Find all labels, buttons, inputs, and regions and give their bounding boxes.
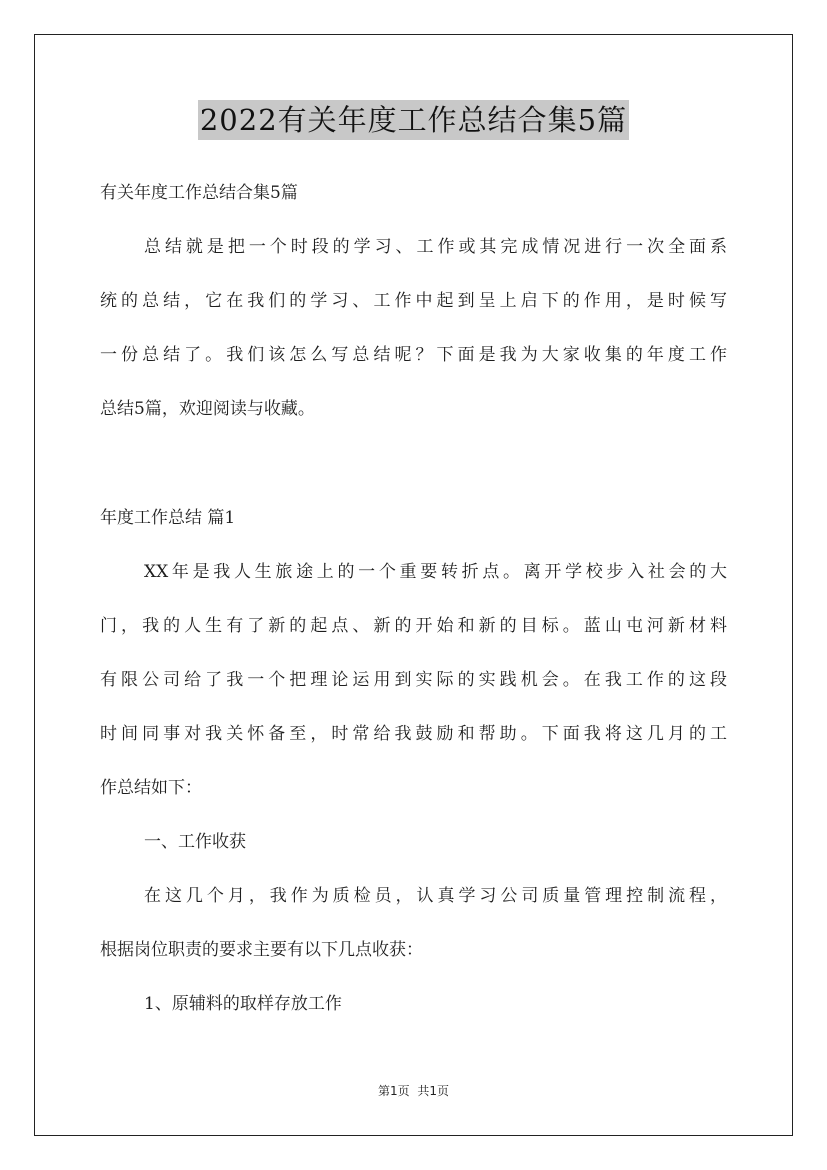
page-number-current: 第1页 — [377, 1084, 410, 1098]
page-footer — [0, 1082, 827, 1099]
gain-line-2: 根据岗位职责的要求主要有以下几点收获： — [100, 940, 423, 960]
subheading-work-gains: 一、工作收获 — [144, 832, 246, 852]
document-title: 2022有关年度工作总结合集5篇 — [198, 100, 629, 140]
section-heading: 年度工作总结 篇1 — [100, 508, 236, 528]
section-line-1: XX年是我人生旅途上的一个重要转折点。离开学校步入社会的大 — [144, 562, 727, 582]
section-line-4: 时间同事对我关怀备至，时常给我鼓励和帮助。下面我将这几月的工 — [100, 724, 727, 744]
gain-line-1: 在这几个月，我作为质检员，认真学习公司质量管理控制流程， — [144, 886, 727, 906]
list-item-1: 1、原辅料的取样存放工作 — [144, 994, 342, 1014]
document-subtitle: 有关年度工作总结合集5篇 — [100, 183, 298, 203]
intro-line-4: 总结5篇，欢迎阅读与收藏。 — [100, 399, 315, 419]
intro-line-3: 一份总结了。我们该怎么写总结呢？下面是我为大家收集的年度工作 — [100, 345, 727, 365]
intro-line-2: 统的总结，它在我们的学习、工作中起到呈上启下的作用，是时候写 — [100, 291, 727, 311]
section-line-3: 有限公司给了我一个把理论运用到实际的实践机会。在我工作的这段 — [100, 670, 727, 690]
intro-line-1: 总结就是把一个时段的学习、工作或其完成情况进行一次全面系 — [144, 237, 727, 257]
page-number-total: 共1页 — [417, 1084, 450, 1098]
section-line-5: 作总结如下： — [100, 778, 202, 798]
section-line-2: 门，我的人生有了新的起点、新的开始和新的目标。蓝山屯河新材料 — [100, 616, 727, 636]
document-body — [100, 0, 727, 1170]
